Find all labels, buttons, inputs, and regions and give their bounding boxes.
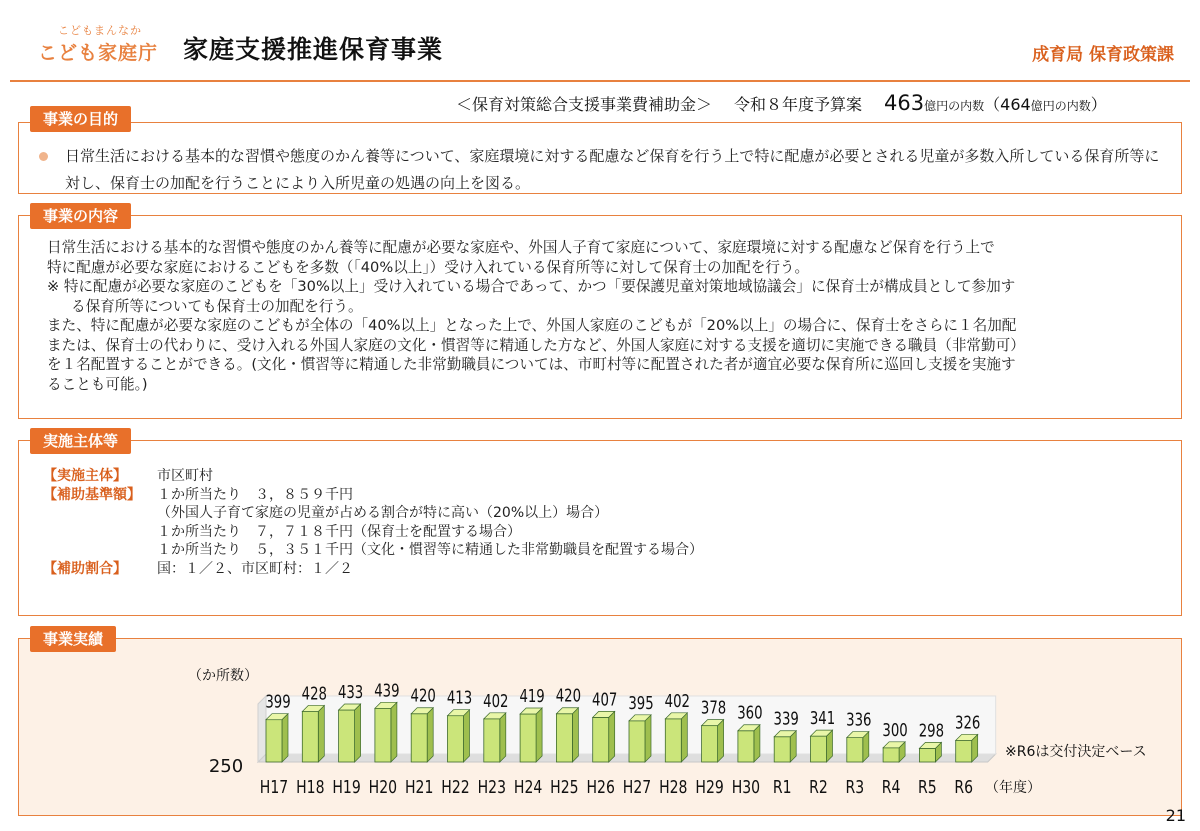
purpose-label: 事業の目的 — [30, 106, 131, 132]
bar-side — [391, 702, 397, 762]
x-tick-label: R1 — [772, 776, 792, 798]
x-tick-label: H19 — [332, 776, 361, 798]
budget-program: ＜保育対策総合支援事業費補助金＞ — [456, 95, 713, 114]
x-tick-label: H30 — [731, 776, 761, 798]
data-label: 341 — [809, 707, 836, 729]
data-label: 298 — [918, 719, 945, 741]
data-label: 433 — [337, 681, 364, 703]
data-label: 428 — [301, 683, 327, 704]
bar-side — [282, 714, 288, 762]
x-axis-label: （年度） — [985, 780, 1041, 796]
department: 成育局 保育政策課 — [1032, 45, 1174, 65]
bar — [448, 716, 464, 762]
data-label: 413 — [446, 687, 473, 709]
data-label: 360 — [737, 702, 763, 724]
bar — [847, 738, 863, 762]
y-axis-label: （か所数） — [188, 668, 258, 684]
data-label: 378 — [700, 697, 727, 719]
budget-amount-unit: 億円の内数 — [924, 99, 985, 113]
budget-prior-close: ） — [1090, 95, 1107, 114]
bar-side — [464, 710, 470, 762]
x-tick-label: H23 — [477, 776, 507, 798]
x-tick-label: H17 — [259, 776, 289, 798]
data-label: 402 — [483, 690, 509, 712]
budget-prior-open: （ — [984, 95, 1001, 114]
page-number: 21 — [1165, 806, 1186, 825]
chart-note: ※R6は交付決定ベース — [1005, 744, 1147, 760]
x-tick-label: R2 — [809, 776, 828, 798]
x-tick-label: H24 — [513, 776, 543, 798]
x-tick-label: H29 — [695, 776, 724, 798]
bar — [266, 720, 282, 762]
chart-layer — [188, 667, 1147, 797]
subsidy-ratio-value: 国：１／２、市区町村：１／２ — [157, 560, 353, 577]
bar — [302, 711, 318, 762]
data-label: 336 — [846, 709, 872, 730]
bar — [774, 737, 790, 762]
subsidy-standard-line: １か所当たり ３，８５９千円 — [157, 486, 353, 503]
budget-prior-amount: 464 — [1000, 95, 1031, 114]
content-line: または、保育士の代わりに、受け入れる外国人家庭の文化・慣習等に精通した方など、外国人家庭に対する支援を適切に実施できる職員（非常勤可） — [47, 336, 1025, 354]
bar-side — [427, 708, 433, 762]
bar — [484, 719, 500, 762]
y-tick-label: 250 — [208, 756, 244, 777]
bar — [919, 748, 935, 762]
content-line: また、特に配慮が必要な家庭のこどもが全体の「40%以上」となった上で、外国人家庭のこどもが「20%以上」の場合に、保育士をさらに１名加配 — [47, 317, 1017, 334]
subsidy-standard-line: （外国人子育て家庭の児童が占める割合が特に高い（20%以上）場合） — [157, 505, 609, 521]
data-label: 439 — [374, 679, 400, 701]
bar — [738, 731, 754, 762]
data-label: 420 — [410, 685, 436, 707]
bar-side — [536, 708, 542, 762]
purpose-text: 日常生活における基本的な習慣や態度のかん養等について、家庭環境に対する配慮など保育を行う上で特に配慮が必要とされる児童が多数入所している保育所等に対し、保育士の加配を行うことにより入所児童の処遇の向上を図る。 — [65, 147, 1160, 192]
bar — [520, 714, 536, 762]
content-line: 日常生活における基本的な習慣や態度のかん養等に配慮が必要な家庭や、外国人子育て家庭について、家庭環境に対する配慮など保育を行う上で — [47, 239, 995, 256]
bar — [956, 740, 972, 762]
x-tick-label: R6 — [954, 776, 974, 798]
bar-side — [681, 713, 687, 762]
bar — [629, 721, 645, 762]
logo-tagline: こどもまんなか — [58, 24, 142, 37]
bar — [339, 710, 355, 762]
x-tick-label: H18 — [296, 776, 325, 798]
budget-amount: 463 — [884, 91, 925, 115]
results-label: 事業実績 — [30, 626, 116, 652]
content-label: 事業の内容 — [30, 203, 131, 229]
bar-side — [500, 713, 506, 762]
x-tick-label: R3 — [845, 776, 865, 798]
content-line: を１名配置することができる。(文化・慣習等に精通した非常勤職員については、市町村等に配置された者が適宜必要な保育所に巡回し支援を実施す — [47, 356, 1016, 373]
data-label: 402 — [664, 690, 690, 712]
data-label: 419 — [519, 685, 545, 707]
x-tick-label: H25 — [550, 776, 579, 798]
x-tick-label: H26 — [586, 776, 615, 798]
data-label: 420 — [555, 685, 582, 707]
bar — [811, 736, 827, 762]
budget-fiscal: 令和８年度予算案 — [734, 95, 863, 114]
bar — [883, 748, 899, 762]
bar-side — [718, 720, 724, 762]
x-tick-label: H22 — [441, 776, 470, 798]
bar-side — [355, 704, 361, 762]
logo-name: こども家庭庁 — [38, 42, 159, 64]
bar — [665, 719, 681, 762]
x-tick-label: H28 — [659, 776, 688, 798]
bar-side — [609, 711, 615, 762]
implementation-body-value: 市区町村 — [157, 468, 213, 484]
subsidy-ratio-label: 【補助割合】 — [43, 560, 127, 577]
data-label: 300 — [882, 719, 908, 741]
bar — [375, 708, 391, 762]
data-label: 407 — [592, 689, 618, 710]
data-label: 399 — [265, 691, 291, 713]
data-label: 339 — [773, 708, 799, 730]
x-tick-label: H21 — [404, 776, 434, 798]
bar — [702, 726, 718, 762]
bar — [593, 717, 609, 762]
content-line: ることも可能。) — [47, 375, 148, 393]
bar-side — [318, 705, 324, 762]
page-title: 家庭支援推進保育事業 — [183, 35, 444, 64]
x-tick-label: H27 — [622, 776, 652, 798]
content-line: 特に配慮が必要な家庭におけるこどもを多数（「40%以上」）受け入れている保育所等に対して保育士の加配を行う。 — [47, 258, 810, 276]
implementation-label: 実施主体等 — [30, 428, 131, 454]
bar — [411, 714, 427, 762]
x-tick-label: R5 — [918, 776, 937, 798]
bar-side — [572, 708, 578, 762]
content-line: る保育所等についても保育士の加配を行う。 — [71, 297, 363, 315]
budget-prior-unit: 億円の内数 — [1030, 99, 1091, 113]
x-tick-label: R4 — [881, 776, 901, 798]
bar-side — [645, 715, 651, 762]
content-line: ※ 特に配慮が必要な家庭のこどもを「30%以上」受け入れている場合であって、かつ「要保護児童対策地域協議会」に保育士が構成員として参加す — [47, 278, 1016, 295]
subsidy-standard-line: １か所当たり ５，３５１千円（文化・慣習等に精通した非常勤職員を配置する場合） — [157, 542, 703, 558]
implementation-body-label: 【実施主体】 — [43, 468, 127, 484]
data-label: 395 — [628, 692, 654, 714]
subsidy-standard-line: １か所当たり ７，７１８千円（保育士を配置する場合） — [157, 523, 521, 540]
x-tick-label: H20 — [368, 776, 398, 798]
bar — [556, 714, 572, 762]
data-label: 326 — [955, 712, 981, 733]
subsidy-standard-label: 【補助基準額】 — [43, 486, 141, 503]
